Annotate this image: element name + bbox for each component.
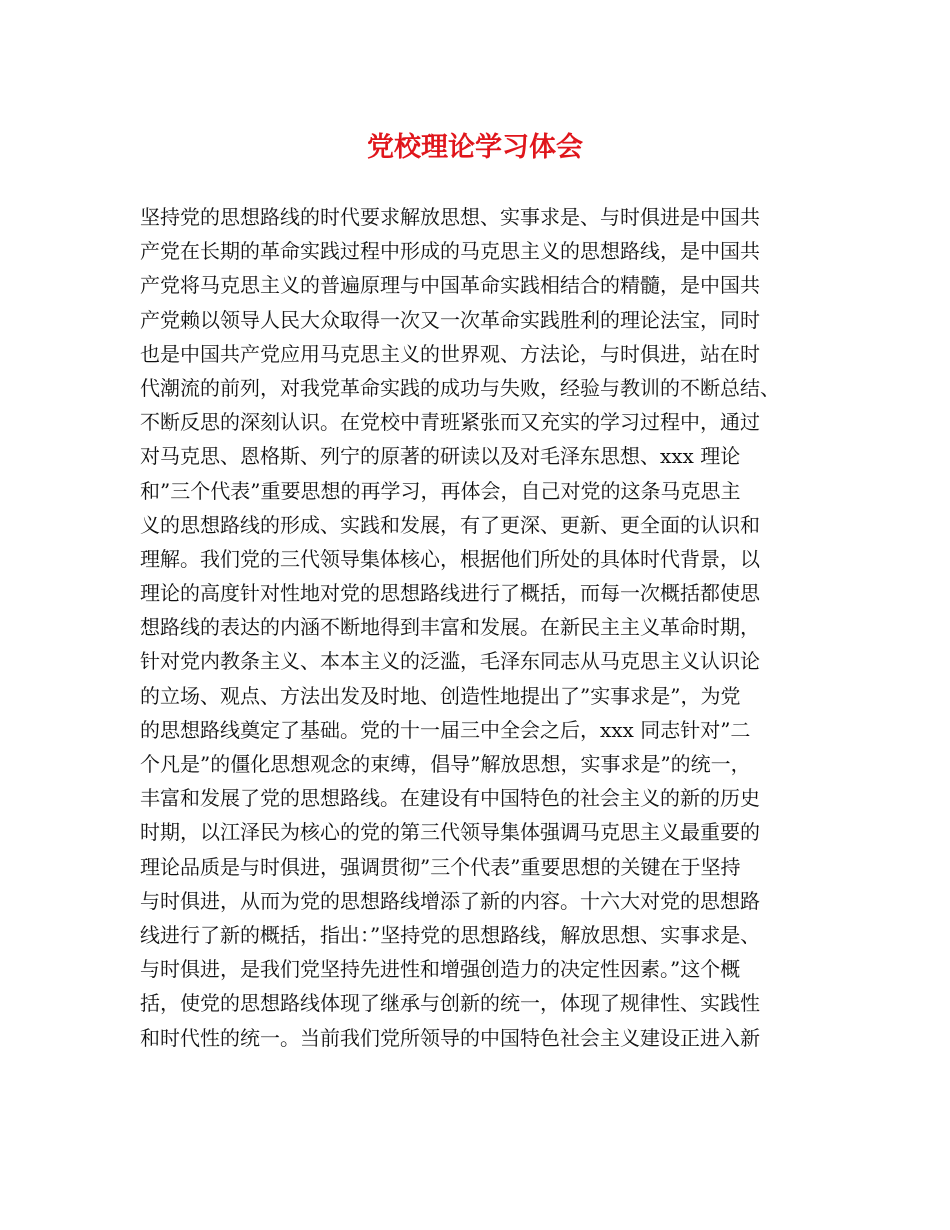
paragraph-line: 的思想路线奠定了基础。党的十一届三中全会之后，xxx 同志针对”二 [140, 717, 751, 742]
paragraph-line: 的立场、观点、方法出发及时地、创造性地提出了”实事求是”，为党 [140, 683, 741, 708]
paragraph-line: 和时代性的统一。当前我们党所领导的中国特色社会主义建设正进入新 [140, 1025, 760, 1050]
paragraph-line: 义的思想路线的形成、实践和发展，有了更深、更新、更全面的认识和 [140, 512, 760, 537]
paragraph-line: 代潮流的前列，对我党革命实践的成功与失败，经验与教训的不断总结、 [140, 375, 780, 400]
paragraph-line: 产党将马克思主义的普遍原理与中国革命实践相结合的精髓，是中国共 [140, 273, 760, 298]
paragraph-line: 坚持党的思想路线的时代要求解放思想、实事求是、与时俱进是中国共 [140, 205, 760, 229]
paragraph-line: 理解。我们党的三代领导集体核心，根据他们所处的具体时代背景，以 [140, 546, 760, 571]
paragraph-line: 产党赖以领导人民大众取得一次又一次革命实践胜利的理论法宝，同时 [140, 307, 760, 332]
paragraph-line: 个凡是”的僵化思想观念的束缚，倡导”解放思想，实事求是”的统一， [140, 752, 751, 776]
paragraph-line: 与时俱进，是我们党坚持先进性和增强创造力的决定性因素。”这个概 [140, 957, 741, 982]
paragraph-line: 产党在长期的革命实践过程中形成的马克思主义的思想路线，是中国共 [140, 239, 760, 264]
paragraph-line: 理论品质是与时俱进，强调贯彻”三个代表”重要思想的关键在于坚持 [140, 854, 741, 879]
paragraph-line: 线进行了新的概括，指出：”坚持党的思想路线，解放思想、实事求是、 [140, 922, 761, 947]
paragraph-line: 也是中国共产党应用马克思主义的世界观、方法论，与时俱进，站在时 [140, 341, 760, 366]
paragraph-line: 时期，以江泽民为核心的党的第三代领导集体强调马克思主义最重要的 [140, 820, 760, 845]
paragraph-line: 和”三个代表”重要思想的再学习，再体会，自己对党的这条马克思主 [140, 478, 741, 503]
paragraph-line: 括，使党的思想路线体现了继承与创新的统一，体现了规律性、实践性 [140, 991, 760, 1016]
paragraph-line: 想路线的表达的内涵不断地得到丰富和发展。在新民主主义革命时期， [140, 615, 760, 640]
paragraph-line: 不断反思的深刻认识。在党校中青班紧张而又充实的学习过程中，通过 [140, 410, 760, 435]
paragraph-line: 理论的高度针对性地对党的思想路线进行了概括，而每一次概括都使思 [140, 581, 760, 606]
paragraph-line: 与时俱进，从而为党的思想路线增添了新的内容。十六大对党的思想路 [140, 888, 760, 913]
document-body [140, 200, 830, 1055]
paragraph-line: 针对党内教条主义、本本主义的泛滥，毛泽东同志从马克思主义认识论 [140, 649, 760, 674]
document-title: 党校理论学习体会 [367, 132, 583, 163]
paragraph-line: 对马克思、恩格斯、列宁的原著的研读以及对毛泽东思想、xxx 理论 [140, 444, 741, 469]
paragraph-line: 丰富和发展了党的思想路线。在建设有中国特色的社会主义的新的历史 [140, 786, 760, 811]
